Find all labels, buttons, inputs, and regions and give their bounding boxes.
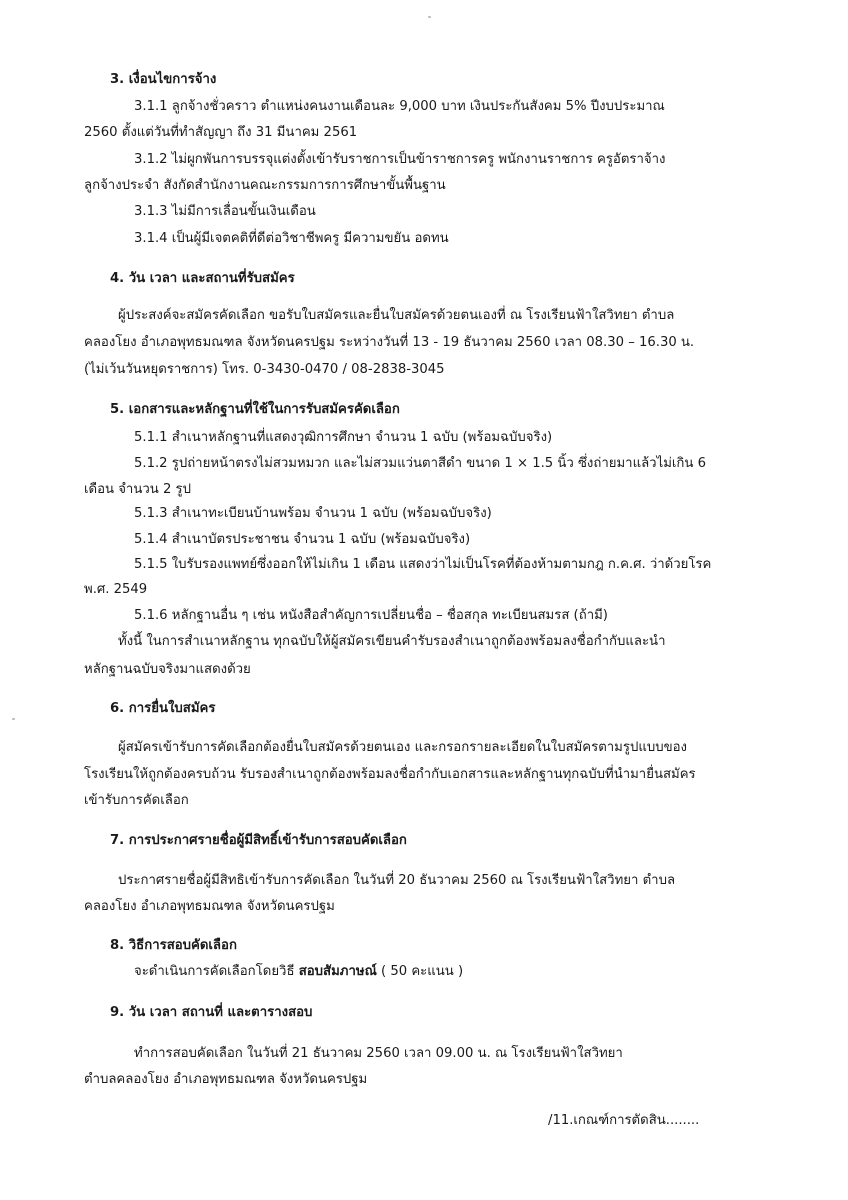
- section-3-item: 3.1.4 เป็นผู้มีเจตคติที่ดีต่อวิชาชีพครู มีความขยัน อดทน: [134, 231, 449, 246]
- section-5-item: 5.1.4 สำเนาบัตรประชาชน จำนวน 1 ฉบับ (พร้อมฉบับจริง): [134, 532, 471, 547]
- section-6-line: โรงเรียนให้ถูกต้องครบถ้วน รับรองสำเนาถูกต้องพร้อมลงชื่อกำกับเอกสารและหลักฐานทุกฉบับที่นำมายื่นสมัคร: [84, 767, 696, 782]
- section-3-item: 3.1.2 ไม่ผูกพันการบรรจุแต่งตั้งเข้ารับราชการเป็นข้าราชการครู พนักงานราชการ ครูอัตราจ้าง: [134, 152, 666, 167]
- scan-speck: [12, 718, 15, 720]
- section-6-line: ผู้สมัครเข้ารับการคัดเลือกต้องยื่นใบสมัครด้วยตนเอง และกรอกรายละเอียดในใบสมัครตามรูปแบบของ: [118, 740, 687, 755]
- section-3-item: 3.1.1 ลูกจ้างชั่วคราว ตำแหน่งคนงานเดือนละ 9,000 บาท เงินประกันสังคม 5% ปีงบประมาณ: [134, 99, 665, 114]
- section-9-heading: 9. วัน เวลา สถานที่ และตารางสอบ: [110, 1005, 313, 1020]
- section-8-line-prefix: จะดำเนินการคัดเลือกโดยวิธี: [134, 964, 299, 979]
- section-3-item: 3.1.3 ไม่มีการเลื่อนขั้นเงินเดือน: [134, 204, 316, 219]
- section-8-line-suffix: ( 50 คะแนน ): [376, 964, 464, 979]
- section-5-item: 5.1.2 รูปถ่ายหน้าตรงไม่สวมหมวก และไม่สวมแว่นตาสีดำ ขนาด 1 × 1.5 นิ้ว ซึ่งถ่ายมาแล้วไม่เกิน 6: [134, 456, 706, 471]
- section-6-heading: 6. การยื่นใบสมัคร: [110, 701, 216, 716]
- section-5-item: หลักฐานฉบับจริงมาแสดงด้วย: [84, 662, 251, 677]
- section-5-item: ทั้งนี้ ในการสำเนาหลักฐาน ทุกฉบับให้ผู้สมัครเขียนคำรับรองสำเนาถูกต้องพร้อมลงชื่อกำกับและนำ: [118, 634, 666, 649]
- section-4-line: ผู้ประสงค์จะสมัครคัดเลือก ขอรับใบสมัครและยื่นใบสมัครด้วยตนเองที่ ณ โรงเรียนฟ้าใสวิทยา ตำบล: [118, 308, 675, 323]
- section-3-heading: 3. เงื่อนไขการจ้าง: [110, 72, 217, 87]
- section-5-item: 5.1.3 สำเนาทะเบียนบ้านพร้อม จำนวน 1 ฉบับ (พร้อมฉบับจริง): [134, 506, 492, 521]
- section-3-item: 2560 ตั้งแต่วันที่ทำสัญญา ถึง 31 มีนาคม 2561: [84, 125, 358, 140]
- section-8-heading: 8. วิธีการสอบคัดเลือก: [110, 938, 237, 953]
- section-5-item: 5.1.1 สำเนาหลักฐานที่แสดงวุฒิการศึกษา จำนวน 1 ฉบับ (พร้อมฉบับจริง): [134, 430, 553, 445]
- page-continuation: /11.เกณฑ์การตัดสิน........: [548, 1113, 700, 1128]
- section-7-line: คลองโยง อำเภอพุทธมณฑล จังหวัดนครปฐม: [84, 899, 335, 914]
- section-5-item: เดือน จำนวน 2 รูป: [84, 482, 191, 497]
- section-8-method: สอบสัมภาษณ์: [298, 964, 377, 979]
- section-7-heading: 7. การประกาศรายชื่อผู้มีสิทธิ์เข้ารับการสอบคัดเลือก: [110, 833, 407, 848]
- section-5-item: 5.1.6 หลักฐานอื่น ๆ เช่น หนังสือสำคัญการเปลี่ยนชื่อ – ชื่อสกุล ทะเบียนสมรส (ถ้ามี): [134, 608, 608, 623]
- section-9-line: ตำบลคลองโยง อำเภอพุทธมณฑล จังหวัดนครปฐม: [84, 1072, 368, 1087]
- section-6-line: เข้ารับการคัดเลือก: [84, 793, 189, 808]
- scan-speck: [428, 16, 431, 18]
- section-5-item: 5.1.5 ใบรับรองแพทย์ซึ่งออกให้ไม่เกิน 1 เดือน แสดงว่าไม่เป็นโรคที่ต้องห้ามตามกฎ ก.ค.ศ. ว่าด้วยโรค: [134, 557, 712, 572]
- section-5-heading: 5. เอกสารและหลักฐานที่ใช้ในการรับสมัครคัดเลือก: [110, 402, 400, 417]
- section-4-heading: 4. วัน เวลา และสถานที่รับสมัคร: [110, 271, 295, 286]
- section-8-line: [134, 962, 463, 982]
- section-4-line: คลองโยง อำเภอพุทธมณฑล จังหวัดนครปฐม ระหว่างวันที่ 13 - 19 ธันวาคม 2560 เวลา 08.30 – 16.30 น.: [84, 335, 695, 350]
- section-3-item: ลูกจ้างประจำ สังกัดสำนักงานคณะกรรมการการศึกษาขั้นพื้นฐาน: [84, 178, 446, 193]
- section-4-line: (ไม่เว้นวันหยุดราชการ) โทร. 0-3430-0470 / 08-2838-3045: [84, 362, 445, 377]
- section-7-line: ประกาศรายชื่อผู้มีสิทธิเข้ารับการคัดเลือก ในวันที่ 20 ธันวาคม 2560 ณ โรงเรียนฟ้าใสวิทยา ตำบล: [118, 873, 676, 888]
- section-9-line: ทำการสอบคัดเลือก ในวันที่ 21 ธันวาคม 2560 เวลา 09.00 น. ณ โรงเรียนฟ้าใสวิทยา: [134, 1046, 623, 1061]
- section-5-item: พ.ศ. 2549: [84, 582, 148, 597]
